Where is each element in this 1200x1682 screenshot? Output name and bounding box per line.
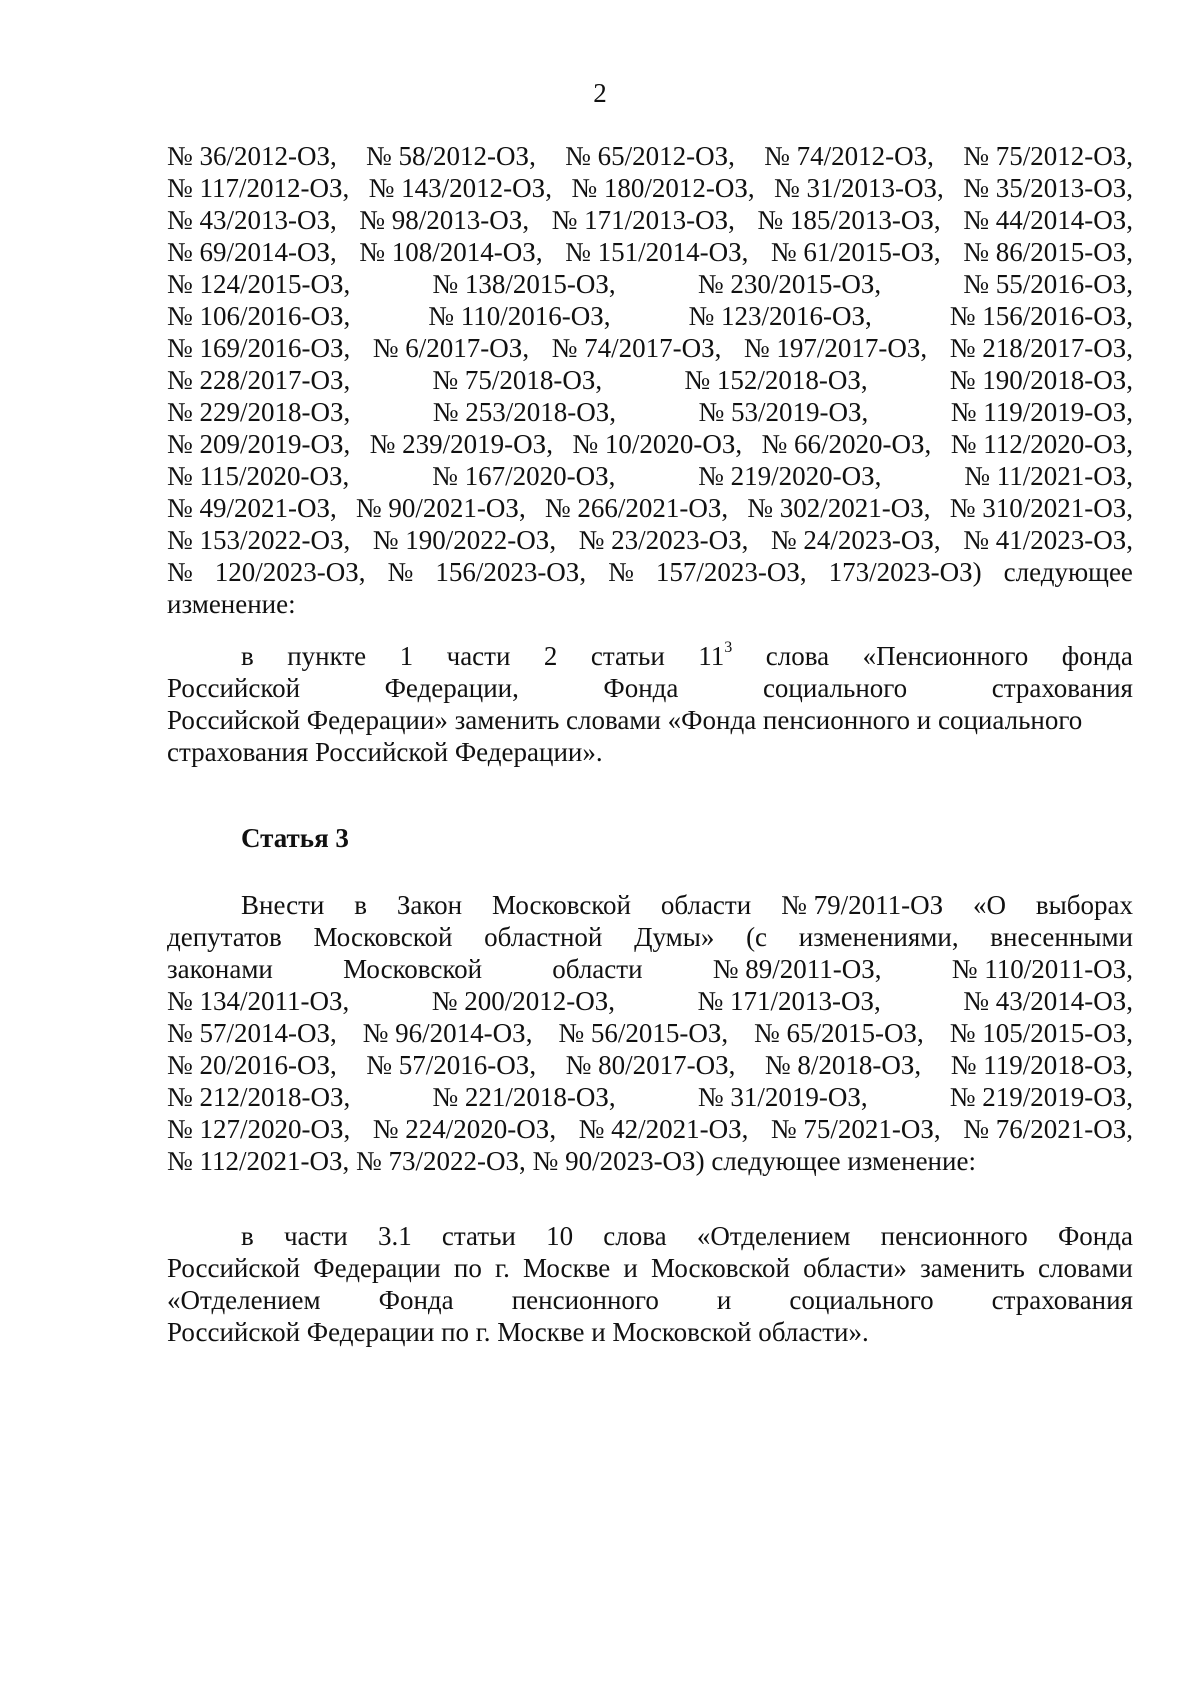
paragraph-amendment-1	[167, 640, 1133, 768]
paragraph-line: № 228/2017-ОЗ, № 75/2018-ОЗ, № 152/2018-ОЗ, № 190/2018-ОЗ,	[167, 365, 1133, 395]
paragraph-last-line: изменение:	[167, 589, 296, 619]
paragraph-line: № 117/2012-ОЗ, № 143/2012-ОЗ, № 180/2012-ОЗ, № 31/2013-ОЗ, № 35/2013-ОЗ,	[167, 173, 1133, 203]
paragraph-line: № 115/2020-ОЗ, № 167/2020-ОЗ, № 219/2020-ОЗ, № 11/2021-ОЗ,	[167, 461, 1133, 491]
article-number: $11^3$	[698, 639, 733, 671]
paragraph-line: № 20/2016-ОЗ, № 57/2016-ОЗ, № 80/2017-ОЗ, № 8/2018-ОЗ, № 119/2018-ОЗ,	[167, 1050, 1133, 1080]
paragraph-line: депутатов Московской областной Думы» (с изменениями, внесенными	[167, 922, 1133, 952]
paragraph-line: № 57/2014-ОЗ, № 96/2014-ОЗ, № 56/2015-ОЗ, № 65/2015-ОЗ, № 105/2015-ОЗ,	[167, 1018, 1133, 1048]
paragraph-line: Российской Федерации» заменить словами «Фонда пенсионного и социального	[167, 705, 1083, 735]
paragraph-line: № 169/2016-ОЗ, № 6/2017-ОЗ, № 74/2017-ОЗ, № 197/2017-ОЗ, № 218/2017-ОЗ,	[167, 333, 1133, 363]
paragraph-line: № 49/2021-ОЗ, № 90/2021-ОЗ, № 266/2021-ОЗ, № 302/2021-ОЗ, № 310/2021-ОЗ,	[167, 493, 1133, 523]
paragraph-line: № 120/2023-ОЗ, № 156/2023-ОЗ, № 157/2023-ОЗ, 173/2023-ОЗ) следующее	[167, 557, 1133, 587]
paragraph-last-line: № 112/2021-ОЗ, № 73/2022-ОЗ, № 90/2023-ОЗ) следующее изменение:	[167, 1146, 976, 1176]
paragraph-line: № 124/2015-ОЗ, № 138/2015-ОЗ, № 230/2015-ОЗ, № 55/2016-ОЗ,	[167, 269, 1133, 299]
paragraph-line: законами Московской области № 89/2011-ОЗ, № 110/2011-ОЗ,	[167, 954, 1133, 984]
paragraph-line: Российской Федерации, Фонда социального страхования	[167, 673, 1133, 703]
paragraph-line: в части 3.1 статьи 10 слова «Отделением пенсионного Фонда	[241, 1221, 1133, 1251]
paragraph-line: Российской Федерации по г. Москве и Московской области» заменить словами	[167, 1253, 1133, 1283]
article-superscript: 3	[724, 639, 733, 656]
paragraph-line: № 153/2022-ОЗ, № 190/2022-ОЗ, № 23/2023-ОЗ, № 24/2023-ОЗ, № 41/2023-ОЗ,	[167, 525, 1133, 555]
page-number: 2	[593, 78, 607, 108]
paragraph-line: «Отделением Фонда пенсионного и социального страхования	[167, 1285, 1133, 1315]
paragraph-line: № 229/2018-ОЗ, № 253/2018-ОЗ, № 53/2019-ОЗ, № 119/2019-ОЗ,	[167, 397, 1133, 427]
paragraph-last-line: страхования Российской Федерации».	[167, 737, 603, 767]
paragraph-last-line: Российской Федерации по г. Москве и Московской области».	[167, 1317, 869, 1347]
paragraph-line: № 209/2019-ОЗ, № 239/2019-ОЗ, № 10/2020-ОЗ, № 66/2020-ОЗ, № 112/2020-ОЗ,	[167, 429, 1133, 459]
paragraph-line: № 212/2018-ОЗ, № 221/2018-ОЗ, № 31/2019-ОЗ, № 219/2019-ОЗ,	[167, 1082, 1133, 1112]
paragraph-line: № 36/2012-ОЗ, № 58/2012-ОЗ, № 65/2012-ОЗ, № 74/2012-ОЗ, № 75/2012-ОЗ,	[167, 141, 1133, 171]
paragraph-amendment-2	[167, 1220, 1133, 1348]
paragraph-line: № 134/2011-ОЗ, № 200/2012-ОЗ, № 171/2013-ОЗ, № 43/2014-ОЗ,	[167, 986, 1133, 1016]
paragraph-line: № 127/2020-ОЗ, № 224/2020-ОЗ, № 42/2021-ОЗ, № 75/2021-ОЗ, № 76/2021-ОЗ,	[167, 1114, 1133, 1144]
paragraph-line: № 106/2016-ОЗ, № 110/2016-ОЗ, № 123/2016-ОЗ, № 156/2016-ОЗ,	[167, 301, 1133, 331]
paragraph-law-list	[167, 140, 1133, 620]
paragraph-line: № 43/2013-ОЗ, № 98/2013-ОЗ, № 171/2013-ОЗ, № 185/2013-ОЗ, № 44/2014-ОЗ,	[167, 205, 1133, 235]
paragraph-line: № 69/2014-ОЗ, № 108/2014-ОЗ, № 151/2014-ОЗ, № 61/2015-ОЗ, № 86/2015-ОЗ,	[167, 237, 1133, 267]
paragraph-line: Внести в Закон Московской области № 79/2011-ОЗ «О выборах	[241, 890, 1133, 920]
article-heading: Статья 3	[241, 823, 349, 853]
paragraph-line: в пункте 1 части 2 статьи $11^3$ слова «Пенсионного фонда	[241, 639, 1133, 671]
paragraph-article-3	[167, 889, 1133, 1177]
